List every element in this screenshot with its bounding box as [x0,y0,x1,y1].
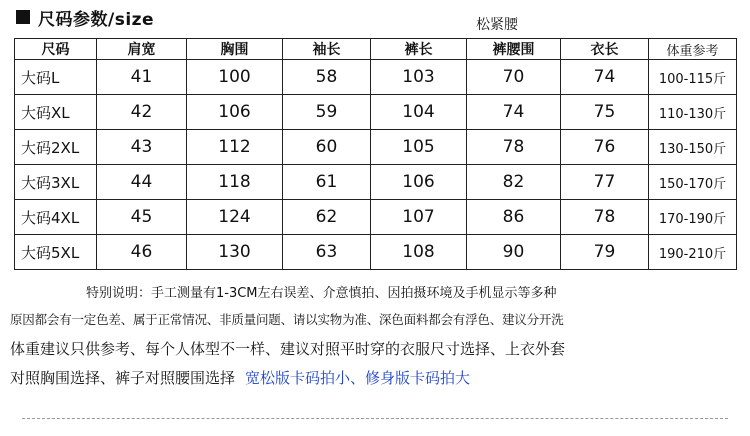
header-size: 尺码 [15,39,97,60]
square-bullet-icon [16,10,30,24]
header-shoulder: 肩宽 [97,39,187,60]
header-waist: 裤腰围 [467,39,561,60]
dashed-divider [22,418,728,419]
note-line-3: 体重建议只供参考、每个人体型不一样、建议对照平时穿的衣服尺寸选择、上衣外套 [10,340,566,358]
weight-cell: 190-210斤 [649,235,737,270]
top-length-cell: 79 [561,235,649,270]
top-length-cell: 76 [561,130,649,165]
shoulder-cell: 45 [97,200,187,235]
chest-cell: 118 [187,165,283,200]
note-line-1: 特别说明：手工测量有1-3CM左右误差、介意慎拍、因拍摄环境及手机显示等多种 [86,286,557,301]
chest-cell: 112 [187,130,283,165]
top-length-cell: 74 [561,60,649,95]
table-row [15,165,737,200]
shoulder-cell: 42 [97,95,187,130]
sleeve-cell: 58 [283,60,371,95]
shoulder-cell: 44 [97,165,187,200]
fit-highlight-note: 宽松版卡码拍小、修身版卡码拍大 [245,369,471,387]
size-cell: 大码3XL [15,165,97,200]
waist-cell: 82 [467,165,561,200]
weight-cell: 170-190斤 [649,200,737,235]
table-row [15,130,737,165]
size-table [14,38,737,270]
header-top-length: 衣长 [561,39,649,60]
top-length-cell: 75 [561,95,649,130]
chest-cell: 124 [187,200,283,235]
pants-length-cell: 108 [371,235,467,270]
header-chest: 胸围 [187,39,283,60]
weight-cell: 150-170斤 [649,165,737,200]
table-header-row [15,39,737,60]
waist-cell: 90 [467,235,561,270]
top-length-cell: 77 [561,165,649,200]
chest-cell: 100 [187,60,283,95]
shoulder-cell: 43 [97,130,187,165]
weight-cell: 100-115斤 [649,60,737,95]
chest-cell: 130 [187,235,283,270]
weight-cell: 130-150斤 [649,130,737,165]
table-row [15,200,737,235]
size-cell: 大码5XL [15,235,97,270]
table-row [15,235,737,270]
sleeve-cell: 59 [283,95,371,130]
note-line-2: 原因都会有一定色差、属于正常情况、非质量问题、请以实物为准、深色面料都会有浮色、建议分开洗 [10,312,564,327]
note-line-4 [10,367,470,388]
top-length-cell: 78 [561,200,649,235]
sleeve-cell: 60 [283,130,371,165]
waist-cell: 70 [467,60,561,95]
size-cell: 大码XL [15,95,97,130]
sleeve-cell: 63 [283,235,371,270]
waist-cell: 74 [467,95,561,130]
table-row [15,95,737,130]
pants-length-cell: 105 [371,130,467,165]
shoulder-cell: 41 [97,60,187,95]
size-cell: 大码2XL [15,130,97,165]
heading-text: 尺码参数/size [38,9,155,30]
section-heading [16,5,154,29]
waist-note: 松紧腰 [476,17,518,33]
pants-length-cell: 106 [371,165,467,200]
sleeve-cell: 62 [283,200,371,235]
header-pants-length: 裤长 [371,39,467,60]
pants-length-cell: 107 [371,200,467,235]
waist-cell: 86 [467,200,561,235]
chest-cell: 106 [187,95,283,130]
table-row [15,60,737,95]
shoulder-cell: 46 [97,235,187,270]
header-sleeve: 袖长 [283,39,371,60]
sleeve-cell: 61 [283,165,371,200]
weight-cell: 110-130斤 [649,95,737,130]
header-weight: 体重参考 [649,39,737,60]
note-line-4-text: 对照胸围选择、裤子对照腰围选择 [10,369,236,387]
size-cell: 大码4XL [15,200,97,235]
waist-cell: 78 [467,130,561,165]
pants-length-cell: 104 [371,95,467,130]
size-cell: 大码L [15,60,97,95]
pants-length-cell: 103 [371,60,467,95]
